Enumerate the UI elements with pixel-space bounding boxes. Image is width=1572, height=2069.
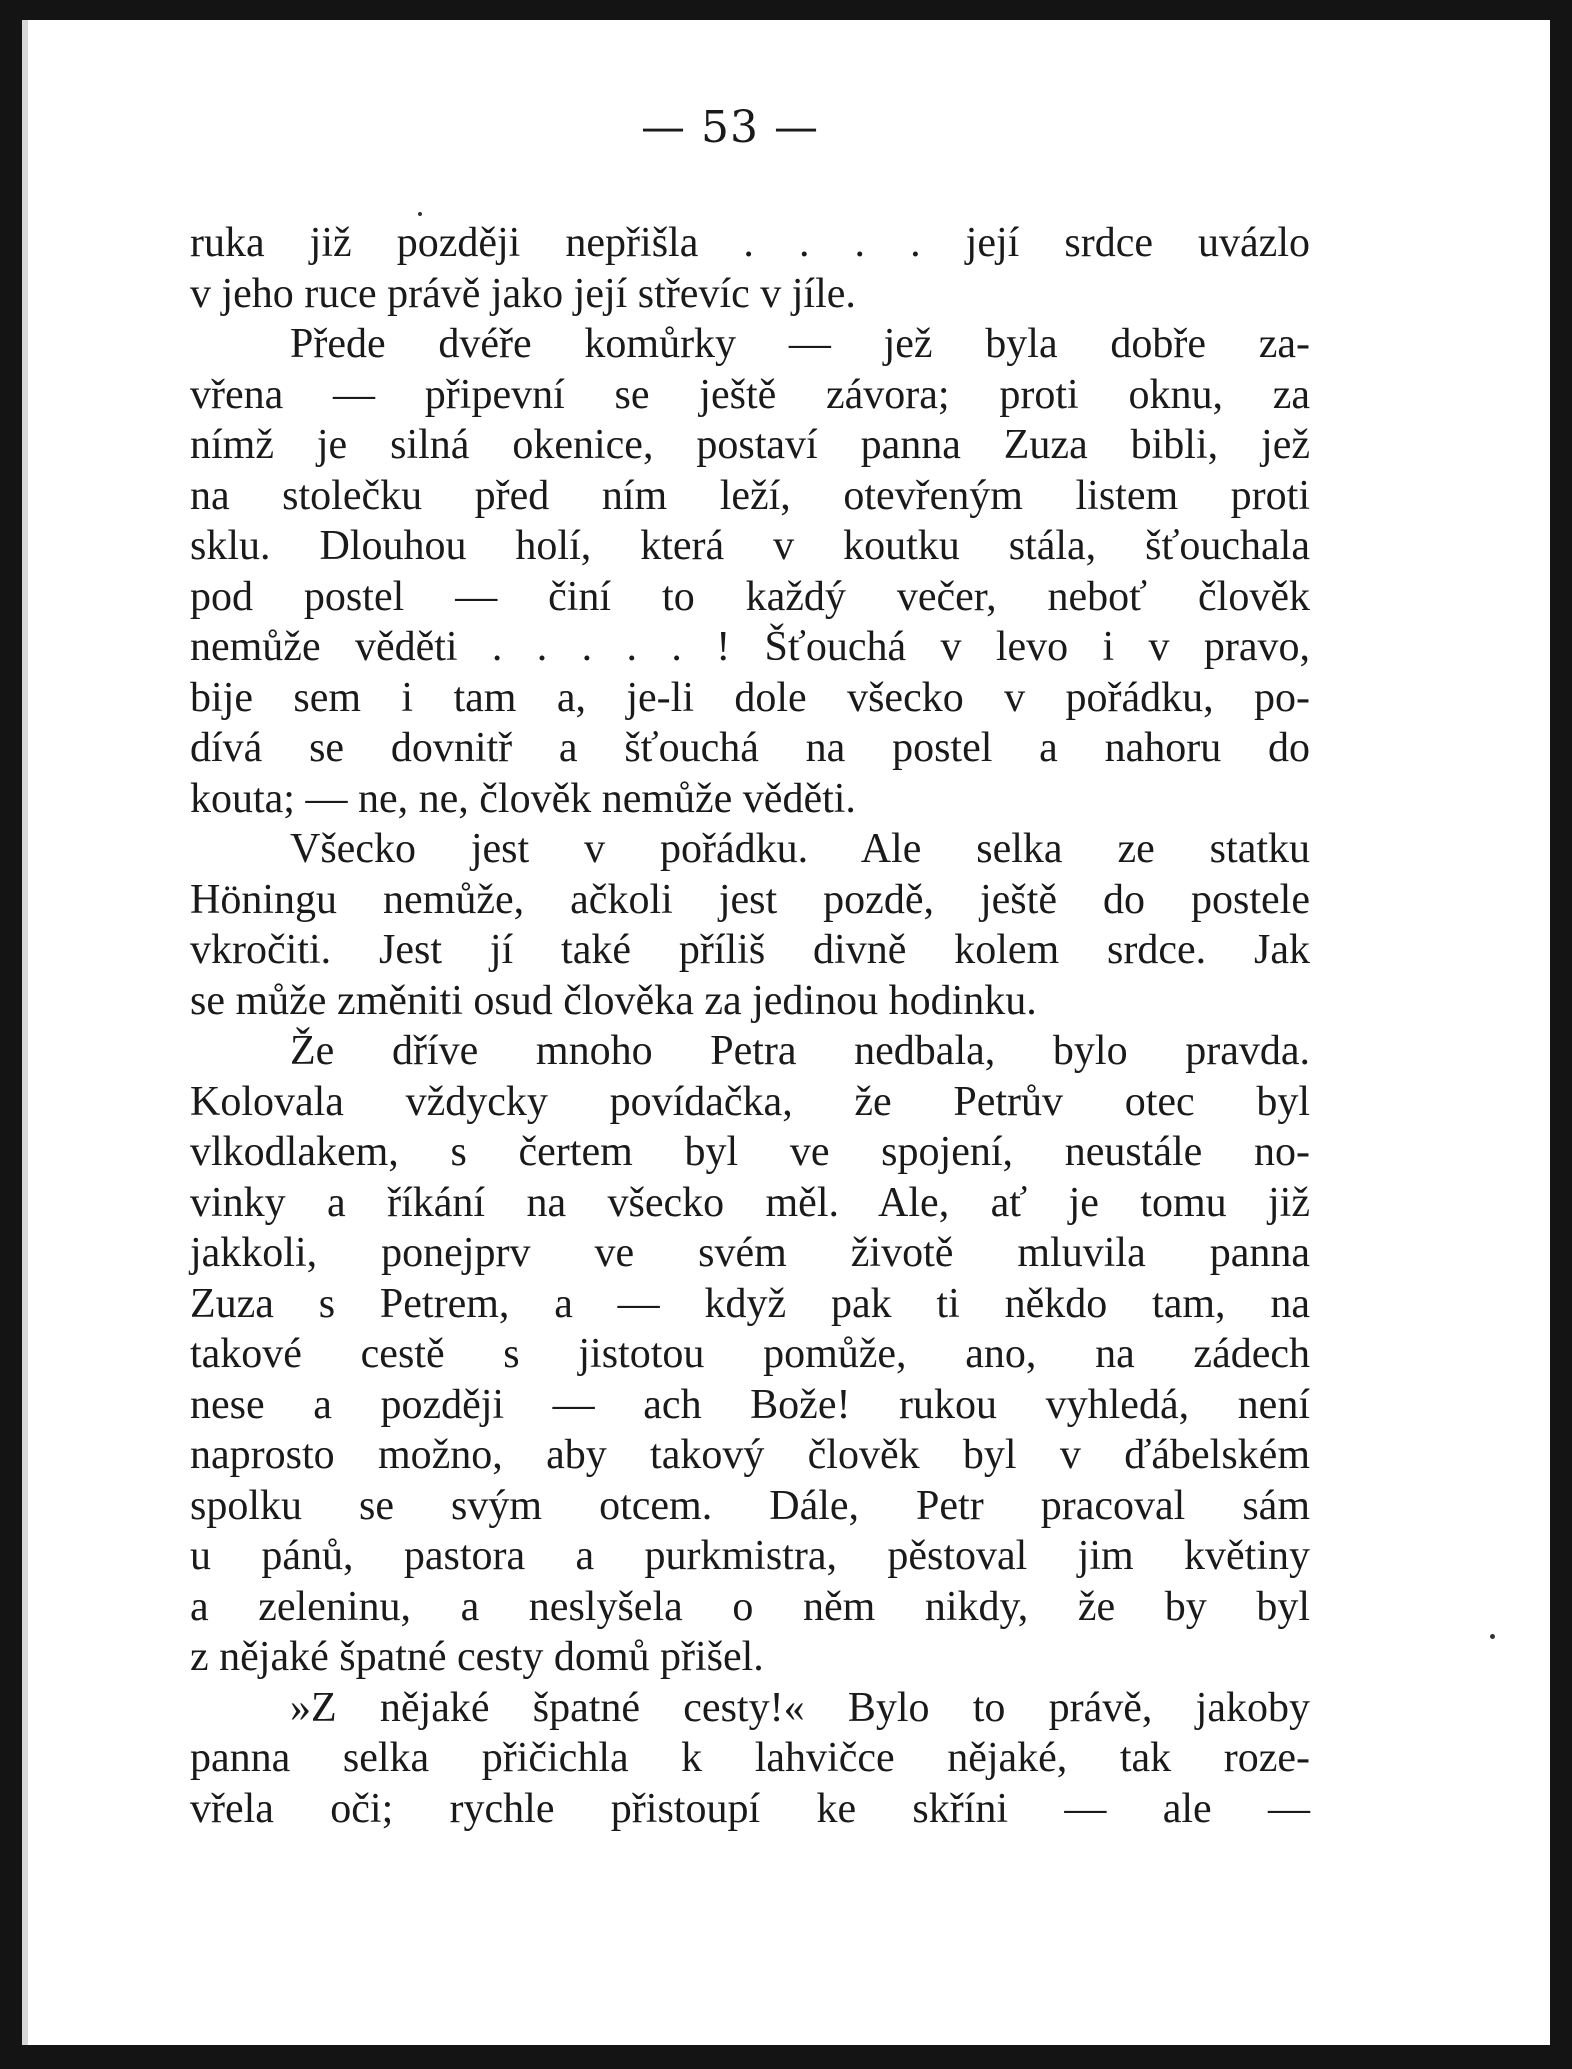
text-line: vřela oči; rychle přistoupí ke skříni — ale — bbox=[190, 1785, 1310, 1832]
text-line: Kolovala vždycky povídačka, že Petrův otec byl bbox=[190, 1078, 1310, 1125]
text-line: kouta; — ne, ne, člověk nemůže věděti. bbox=[190, 775, 856, 822]
text-line: bije sem i tam a, je-li dole všecko v pořádku, po- bbox=[190, 674, 1310, 721]
text-line: jakkoli, ponejprv ve svém životě mluvila panna bbox=[190, 1230, 1310, 1276]
body-text bbox=[190, 218, 1310, 1834]
text-line: naprosto možno, aby takový člověk byl v ďábelském bbox=[190, 1432, 1310, 1478]
text-line: z nějaké špatné cesty domů přišel. bbox=[190, 1634, 764, 1680]
text-line: vkročiti. Jest jí také příliš divně kolem srdce. Jak bbox=[190, 927, 1310, 973]
text-line: Höningu nemůže, ačkoli jest pozdě, ještě do postele bbox=[190, 876, 1310, 923]
scan-border-left bbox=[0, 0, 22, 2069]
text-line: vlkodlakem, s čertem byl ve spojení, neustále no- bbox=[190, 1129, 1310, 1175]
scan-gutter-shadow bbox=[22, 20, 28, 2045]
text-line: vřena — připevní se ještě závora; proti oknu, za bbox=[190, 371, 1310, 418]
text-line: spolku se svým otcem. Dále, Petr pracoval sám bbox=[190, 1482, 1310, 1529]
text-line: a zeleninu, a neslyšela o něm nikdy, že by byl bbox=[190, 1583, 1310, 1630]
text-line: se může změniti osud člověka za jedinou hodinku. bbox=[190, 977, 1037, 1024]
text-line: na stolečku před ním leží, otevřeným listem proti bbox=[190, 472, 1310, 519]
text-line: nese a později — ach Bože! rukou vyhledá, není bbox=[190, 1381, 1310, 1428]
text-line: ruka již později nepřišla . . . . její srdce uvázlo bbox=[190, 220, 1310, 266]
text-line: sklu. Dlouhou holí, která v koutku stála, šťouchala bbox=[190, 523, 1310, 569]
text-line: nemůže věděti . . . . . ! Šťouchá v levo i v pravo, bbox=[190, 624, 1310, 670]
text-line: Zuza s Petrem, a — když pak ti někdo tam, na bbox=[190, 1280, 1310, 1327]
scan-speck bbox=[418, 212, 422, 216]
page-number: — 53 — bbox=[641, 102, 819, 153]
text-line: u pánů, pastora a purkmistra, pěstoval jim květiny bbox=[190, 1533, 1310, 1579]
text-line: Všecko jest v pořádku. Ale selka ze statku bbox=[290, 826, 1310, 872]
text-line: v jeho ruce právě jako její střevíc v jíle. bbox=[190, 270, 856, 317]
text-line: Že dříve mnoho Petra nedbala, bylo pravda. bbox=[290, 1028, 1310, 1074]
scan-border-right bbox=[1550, 0, 1572, 2069]
text-line: »Z nějaké špatné cesty!« Bylo to právě, jakoby bbox=[290, 1684, 1310, 1731]
scan-speck bbox=[1490, 1634, 1495, 1639]
text-line: Přede dvéře komůrky — jež byla dobře za- bbox=[290, 321, 1310, 367]
text-line: panna selka přičichla k lahvičce nějaké, tak roze- bbox=[190, 1735, 1310, 1781]
text-line: dívá se dovnitř a šťouchá na postel a nahoru do bbox=[190, 725, 1310, 771]
text-line: nímž je silná okenice, postaví panna Zuza bibli, jež bbox=[190, 422, 1310, 468]
scan-border-bottom bbox=[0, 2045, 1572, 2069]
text-line: vinky a říkání na všecko měl. Ale, ať je tomu již bbox=[190, 1179, 1310, 1226]
text-line: takové cestě s jistotou pomůže, ano, na zádech bbox=[190, 1331, 1310, 1377]
text-line: pod postel — činí to každý večer, neboť člověk bbox=[190, 573, 1310, 620]
scan-border-top bbox=[0, 0, 1572, 20]
